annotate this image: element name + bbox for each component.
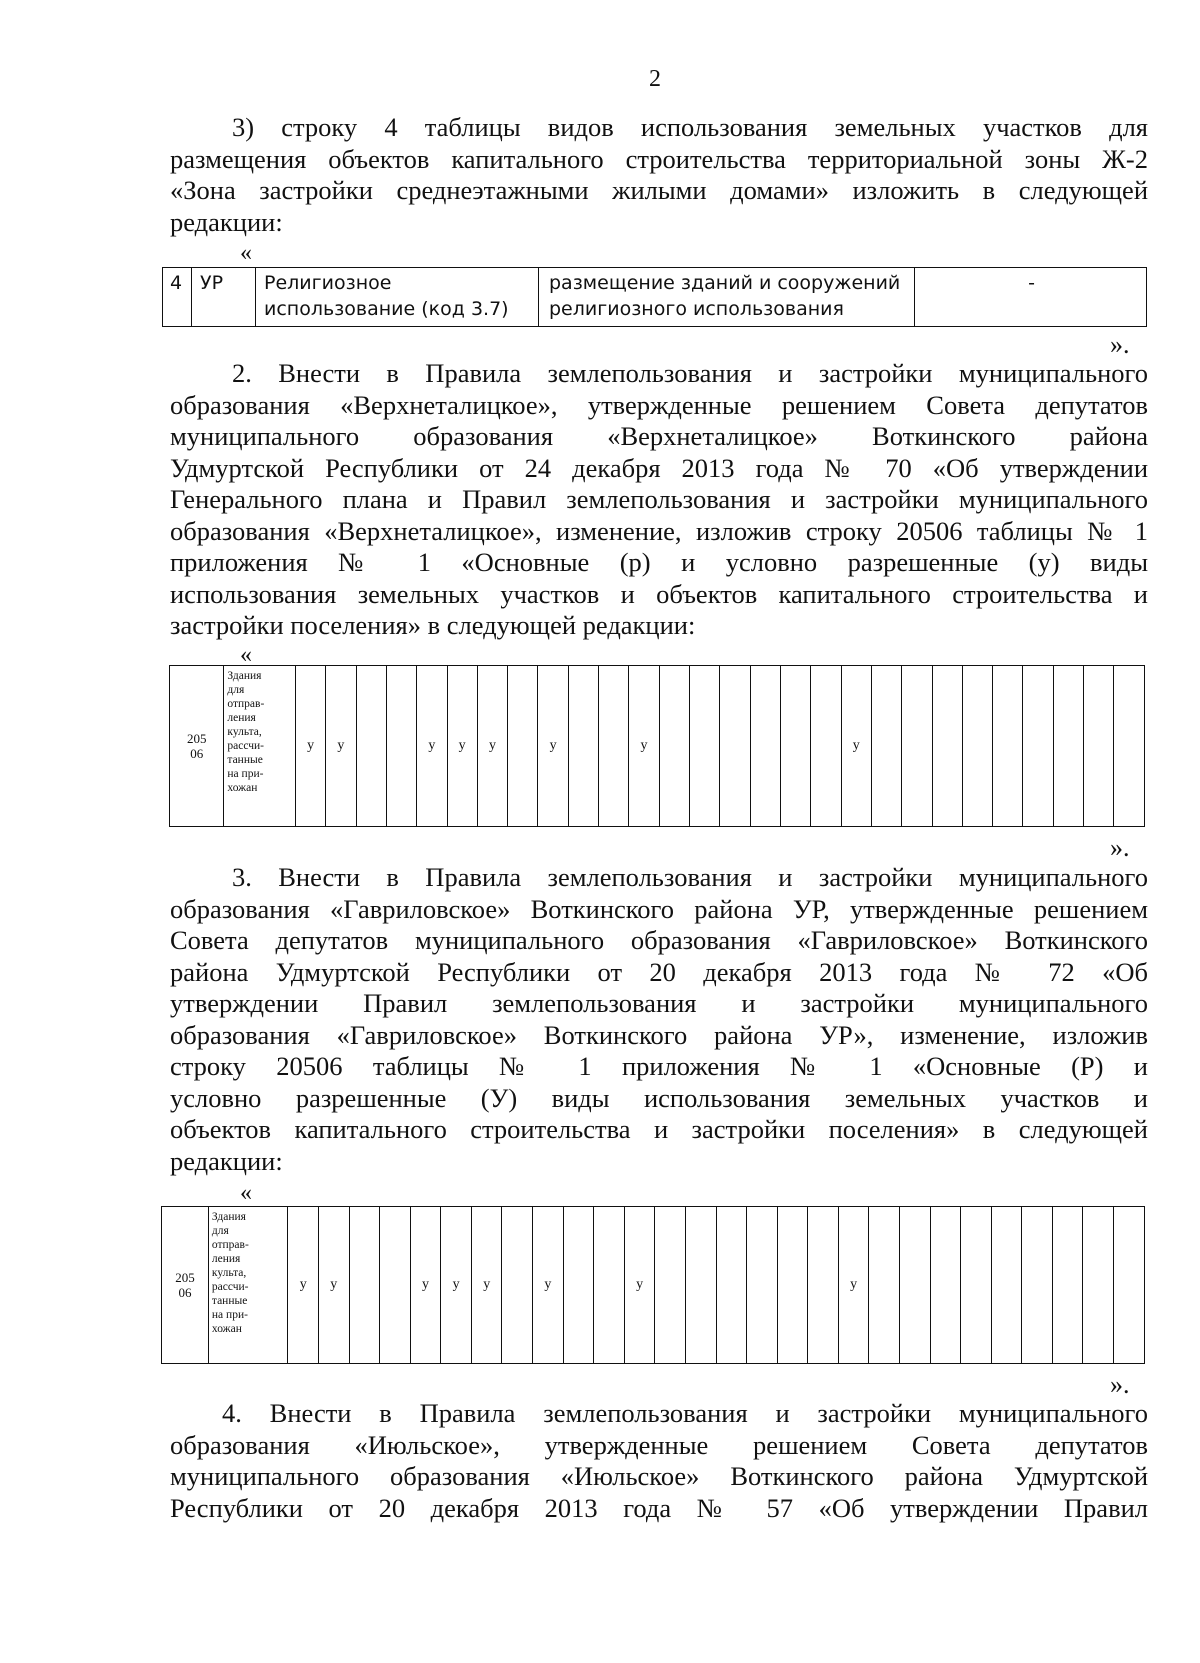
use-name-line: на при- <box>211 1309 248 1321</box>
zone-cell <box>1053 666 1083 827</box>
zone-cell <box>961 1207 992 1364</box>
use-name-line: танные <box>211 1295 248 1307</box>
use-name-line: Религиозное <box>264 272 392 294</box>
table-row <box>163 268 1147 327</box>
zone-cell <box>1114 1207 1145 1364</box>
quote-close: ». <box>1110 833 1130 862</box>
paragraph-line: условно разрешенные (У) виды использования земельных участков и <box>170 1082 1148 1113</box>
zone-cell <box>720 666 750 827</box>
paragraph-line: образования «Верхнеталицкое», изменение, изложив строку 20506 таблицы № 1 <box>170 515 1148 546</box>
zone-cell <box>563 1207 594 1364</box>
zone-cell <box>356 666 386 827</box>
paragraph-line: застройки поселения» в следующей редакции: <box>170 610 696 640</box>
use-name-line: рассчи- <box>211 1281 249 1293</box>
zone-cell: у <box>841 666 871 827</box>
paragraph-line: образования «Верхнеталицкое», утвержденные решением Совета депутатов <box>170 389 1148 420</box>
use-name-line: культа, <box>227 726 262 738</box>
paragraph-line: образования «Гавриловское» Воткинского района УР», изменение, изложив <box>170 1019 1148 1050</box>
use-name-line: для <box>211 1225 229 1237</box>
paragraph-line: образования «Июльское», утвержденные решением Совета депутатов <box>170 1429 1148 1460</box>
use-name-line: культа, <box>211 1267 247 1279</box>
quote-open: « <box>240 240 252 266</box>
paragraph-line: «Зона застройки среднеэтажными жилыми домами» изложить в следующей <box>170 175 1148 205</box>
use-name-cell <box>256 268 539 327</box>
row-number: 4 <box>163 268 192 327</box>
zone-cell <box>900 1207 931 1364</box>
zone-cell <box>750 666 780 827</box>
zone-cell: у <box>624 1207 655 1364</box>
paragraph-line: образования «Гавриловское» Воткинского района УР, утвержденные решением <box>170 893 1148 924</box>
zone-cell <box>932 666 962 827</box>
paragraph-line: Генерального плана и Правил землепользования и застройки муниципального <box>170 484 1148 514</box>
zone-cell <box>747 1207 778 1364</box>
row-code-cell <box>170 666 224 827</box>
paragraph-line: объектов капитального строительства и застройки поселения» в следующей <box>170 1114 1148 1144</box>
use-name-line: использование (код 3.7) <box>264 298 509 320</box>
use-name-line: на при- <box>227 768 264 780</box>
zone-cell <box>502 1207 533 1364</box>
zone-cell: у <box>288 1207 319 1364</box>
use-description-cell <box>539 268 915 327</box>
zone-cell <box>1083 1207 1114 1364</box>
zone-cell <box>655 1207 686 1364</box>
use-name-line: Здания <box>227 670 262 682</box>
paragraph-line: 3. Внести в Правила землепользования и застройки муниципального <box>232 862 1148 892</box>
zone-cell <box>962 666 992 827</box>
row-code-line: 06 <box>190 746 204 761</box>
paragraph-line: муниципального образования «Июльское» Воткинского района Удмуртской <box>170 1461 1148 1491</box>
paragraph-line: Совета депутатов муниципального образования «Гавриловское» Воткинского <box>170 925 1148 955</box>
zone-cell <box>811 666 841 827</box>
zone-cell: у <box>533 1207 564 1364</box>
zone-cell: у <box>441 1207 472 1364</box>
quote-close: ». <box>1110 330 1130 359</box>
zone-cell: у <box>477 666 507 827</box>
use-name-line: Здания <box>211 1211 246 1223</box>
paragraph-line: 3) строку 4 таблицы видов использования земельных участков для <box>232 112 1148 142</box>
zone-cell <box>380 1207 411 1364</box>
conditions-cell: - <box>915 268 1147 327</box>
item2-paragraph <box>170 358 1148 642</box>
paragraph-line: редакции: <box>170 1145 283 1176</box>
zone-cell <box>386 666 416 827</box>
zone-cell: у <box>319 1207 350 1364</box>
use-name-line: рассчи- <box>227 740 265 752</box>
paragraph-line: редакции: <box>170 206 283 237</box>
zone-cell: у <box>417 666 447 827</box>
zone-cell <box>349 1207 380 1364</box>
zone-cell <box>568 666 598 827</box>
use-name-line: хожан <box>227 782 258 794</box>
zone-cell <box>930 1207 961 1364</box>
use-name-cell <box>224 666 296 827</box>
quote-open: « <box>240 642 252 668</box>
item3-paragraph <box>170 112 1148 238</box>
zone-cell <box>1022 1207 1053 1364</box>
zone-cell: у <box>410 1207 441 1364</box>
zone-cell: у <box>447 666 477 827</box>
zone-cell <box>993 666 1023 827</box>
use-name-line: отправ- <box>227 698 265 710</box>
zone-cell <box>716 1207 747 1364</box>
row-code-line: 06 <box>178 1285 192 1300</box>
item3b-paragraph <box>170 862 1148 1177</box>
zone-cell <box>508 666 538 827</box>
paragraph-line: размещения объектов капитального строительства территориальной зоны Ж-2 <box>170 143 1148 174</box>
zone-cell <box>991 1207 1022 1364</box>
row-code-cell <box>162 1207 209 1364</box>
item4-paragraph <box>170 1398 1148 1524</box>
use-name-line: для <box>227 684 245 696</box>
paragraph-line: 2. Внести в Правила землепользования и застройки муниципального <box>232 358 1148 388</box>
paragraph-line: приложения № 1 «Основные (р) и условно разрешенные (у) виды <box>170 547 1148 577</box>
zone-cell: у <box>295 666 325 827</box>
page-number: 2 <box>649 66 661 92</box>
settlement-use-table <box>169 665 1145 827</box>
settlement-use-table <box>161 1206 1145 1364</box>
use-name-cell <box>208 1207 288 1364</box>
quote-close: ». <box>1110 1370 1130 1399</box>
zone-cell <box>690 666 720 827</box>
zone-cell <box>808 1207 839 1364</box>
zone-cell <box>777 1207 808 1364</box>
zone-cell <box>869 1207 900 1364</box>
use-name-line: танные <box>227 754 263 766</box>
table-row <box>162 1207 1145 1364</box>
paragraph-line: муниципального образования «Верхнеталицкое» Воткинского района <box>170 421 1148 451</box>
paragraph-line: района Удмуртской Республики от 20 декабря 2013 года № 72 «Об <box>170 956 1148 987</box>
paragraph-line: Удмуртской Республики от 24 декабря 2013 года № 70 «Об утверждении <box>170 452 1148 483</box>
use-description-line: размещение зданий и сооружений <box>549 272 901 294</box>
zone-cell <box>1023 666 1053 827</box>
zone-cell <box>659 666 689 827</box>
zone-cell <box>685 1207 716 1364</box>
zone-cell: у <box>326 666 356 827</box>
zone-cell <box>1084 666 1114 827</box>
zone-cell <box>594 1207 625 1364</box>
paragraph-line: 4. Внести в Правила землепользования и застройки муниципального <box>222 1398 1148 1428</box>
zone-cell: у <box>838 1207 869 1364</box>
paragraph-line: строку 20506 таблицы № 1 приложения № 1 «Основные (Р) и <box>170 1051 1148 1081</box>
zone-use-table <box>162 267 1147 327</box>
use-name-line: хожан <box>211 1323 242 1335</box>
row-code: УР <box>192 268 256 327</box>
zone-cell: у <box>471 1207 502 1364</box>
zone-cell <box>780 666 810 827</box>
paragraph-line: использования земельных участков и объектов капитального строительства и <box>170 578 1148 609</box>
use-description-line: религиозного использования <box>549 298 844 320</box>
zone-cell: у <box>629 666 659 827</box>
row-code-line: 205 <box>175 1270 195 1285</box>
zone-cell <box>1114 666 1145 827</box>
zone-cell: у <box>538 666 568 827</box>
zone-cell <box>599 666 629 827</box>
paragraph-line: утверждении Правил землепользования и застройки муниципального <box>170 988 1148 1018</box>
quote-open: « <box>240 1180 252 1206</box>
zone-cell <box>1052 1207 1083 1364</box>
zone-cell <box>902 666 932 827</box>
table-row <box>170 666 1145 827</box>
row-code-line: 205 <box>186 731 207 746</box>
paragraph-line: Республики от 20 декабря 2013 года № 57 «Об утверждении Правил <box>170 1492 1148 1523</box>
zone-cell <box>871 666 901 827</box>
use-name-line: отправ- <box>211 1239 249 1251</box>
use-name-line: ления <box>227 712 256 724</box>
use-name-line: ления <box>211 1253 241 1265</box>
